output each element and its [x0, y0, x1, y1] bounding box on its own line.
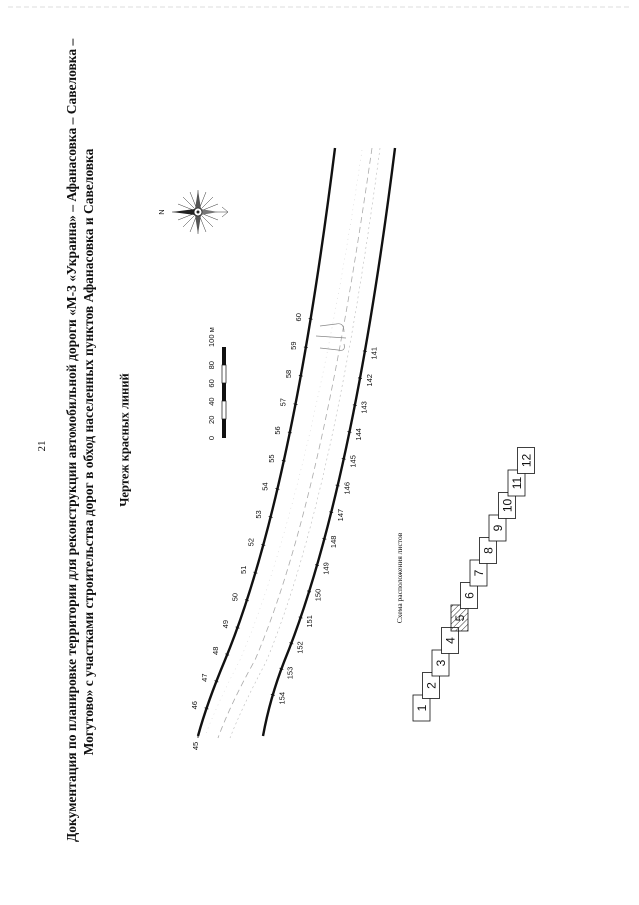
picket-tick	[363, 351, 367, 352]
upper-picket-label: 53	[253, 510, 263, 519]
lower-picket-label: 145	[348, 455, 358, 468]
drawing-title: Чертеж красных линий	[117, 373, 132, 507]
sheet-scheme	[413, 448, 535, 722]
north-label: N	[157, 209, 166, 215]
scale-tick-label: 60	[207, 379, 216, 388]
upper-picket-label: 52	[246, 538, 256, 547]
upper-picket-label: 58	[283, 369, 293, 379]
upper-picket-label: 51	[238, 565, 248, 574]
sheet-scheme-number: 2	[424, 682, 439, 689]
scale-tick-label: 0	[207, 435, 216, 441]
document-title-line-1: Документация по планировке территории для реконструкции автомобильной дороги «М-3 «Украина» – Афанасовка – Савеловка –	[64, 38, 79, 842]
sheet-scheme-number: 9	[491, 524, 505, 532]
lower-picket-label: 154	[277, 691, 287, 705]
picket-tick	[336, 485, 340, 486]
lower-picket-label: 152	[295, 641, 305, 654]
sheet-scheme-label: Схема расположения листов	[395, 532, 404, 624]
upper-picket-label: 57	[278, 398, 288, 407]
lower-picket-label: 143	[359, 401, 369, 414]
sheet-scheme-number: 8	[481, 547, 496, 554]
page-number: 21	[36, 440, 48, 452]
sheet-scheme-number: 11	[510, 476, 524, 490]
lower-picket-label: 146	[342, 482, 352, 495]
scale-tick-label: 80	[207, 361, 216, 370]
red-line-lower	[260, 148, 395, 736]
road-carriageway	[205, 148, 380, 738]
lower-picket-label: 149	[321, 562, 331, 575]
sheet-scheme-number: 1	[415, 704, 429, 712]
lower-picket-label: 150	[313, 588, 323, 602]
lower-picket-label: 148	[328, 535, 338, 549]
upper-picket-label: 45	[191, 741, 200, 751]
scale-tick-label: 40	[207, 397, 216, 406]
sheet-scheme-number: 10	[500, 498, 515, 513]
scale-tick-label: 20	[207, 415, 216, 424]
upper-picket-labels	[190, 313, 313, 750]
sheet-scheme-number: 4	[443, 637, 458, 644]
document-title-line-2: Могутово» с участками строительства дорог в обход населенных пунктов Афанасовка и Савеловка	[81, 148, 96, 756]
lower-picket-label: 151	[304, 615, 314, 628]
upper-picket-label: 55	[267, 454, 277, 463]
upper-picket-label: 50	[230, 592, 240, 602]
sheet-scheme-number: 3	[434, 659, 448, 667]
sheet-scheme-number: 5	[453, 614, 467, 622]
scale-tick-label: 100 м	[207, 327, 216, 347]
upper-picket-label: 56	[273, 426, 283, 435]
lower-picket-label: 142	[364, 374, 374, 387]
upper-picket-label: 47	[200, 673, 210, 682]
picket-tick	[353, 405, 357, 406]
compass-rose-icon	[172, 190, 228, 234]
upper-picket-label: 48	[210, 646, 220, 655]
picket-tick	[342, 458, 346, 459]
picket-tick	[358, 378, 362, 379]
lower-picket-label: 147	[335, 508, 345, 522]
upper-picket-label: 54	[260, 482, 270, 491]
upper-picket-label: 49	[221, 619, 231, 629]
upper-picket-label: 60	[293, 313, 303, 322]
lower-picket-label: 153	[285, 666, 295, 680]
upper-picket-label: 46	[190, 701, 200, 710]
picket-tick	[347, 432, 351, 433]
sheet-scheme-number: 12	[519, 453, 534, 468]
scale-bar	[207, 327, 226, 440]
sheet-scheme-number: 6	[462, 592, 477, 599]
lower-picket-label: 144	[354, 428, 364, 441]
lower-picket-label: 141	[369, 347, 379, 360]
upper-picket-label: 59	[288, 341, 298, 350]
sheet-scheme-number: 7	[472, 569, 486, 577]
